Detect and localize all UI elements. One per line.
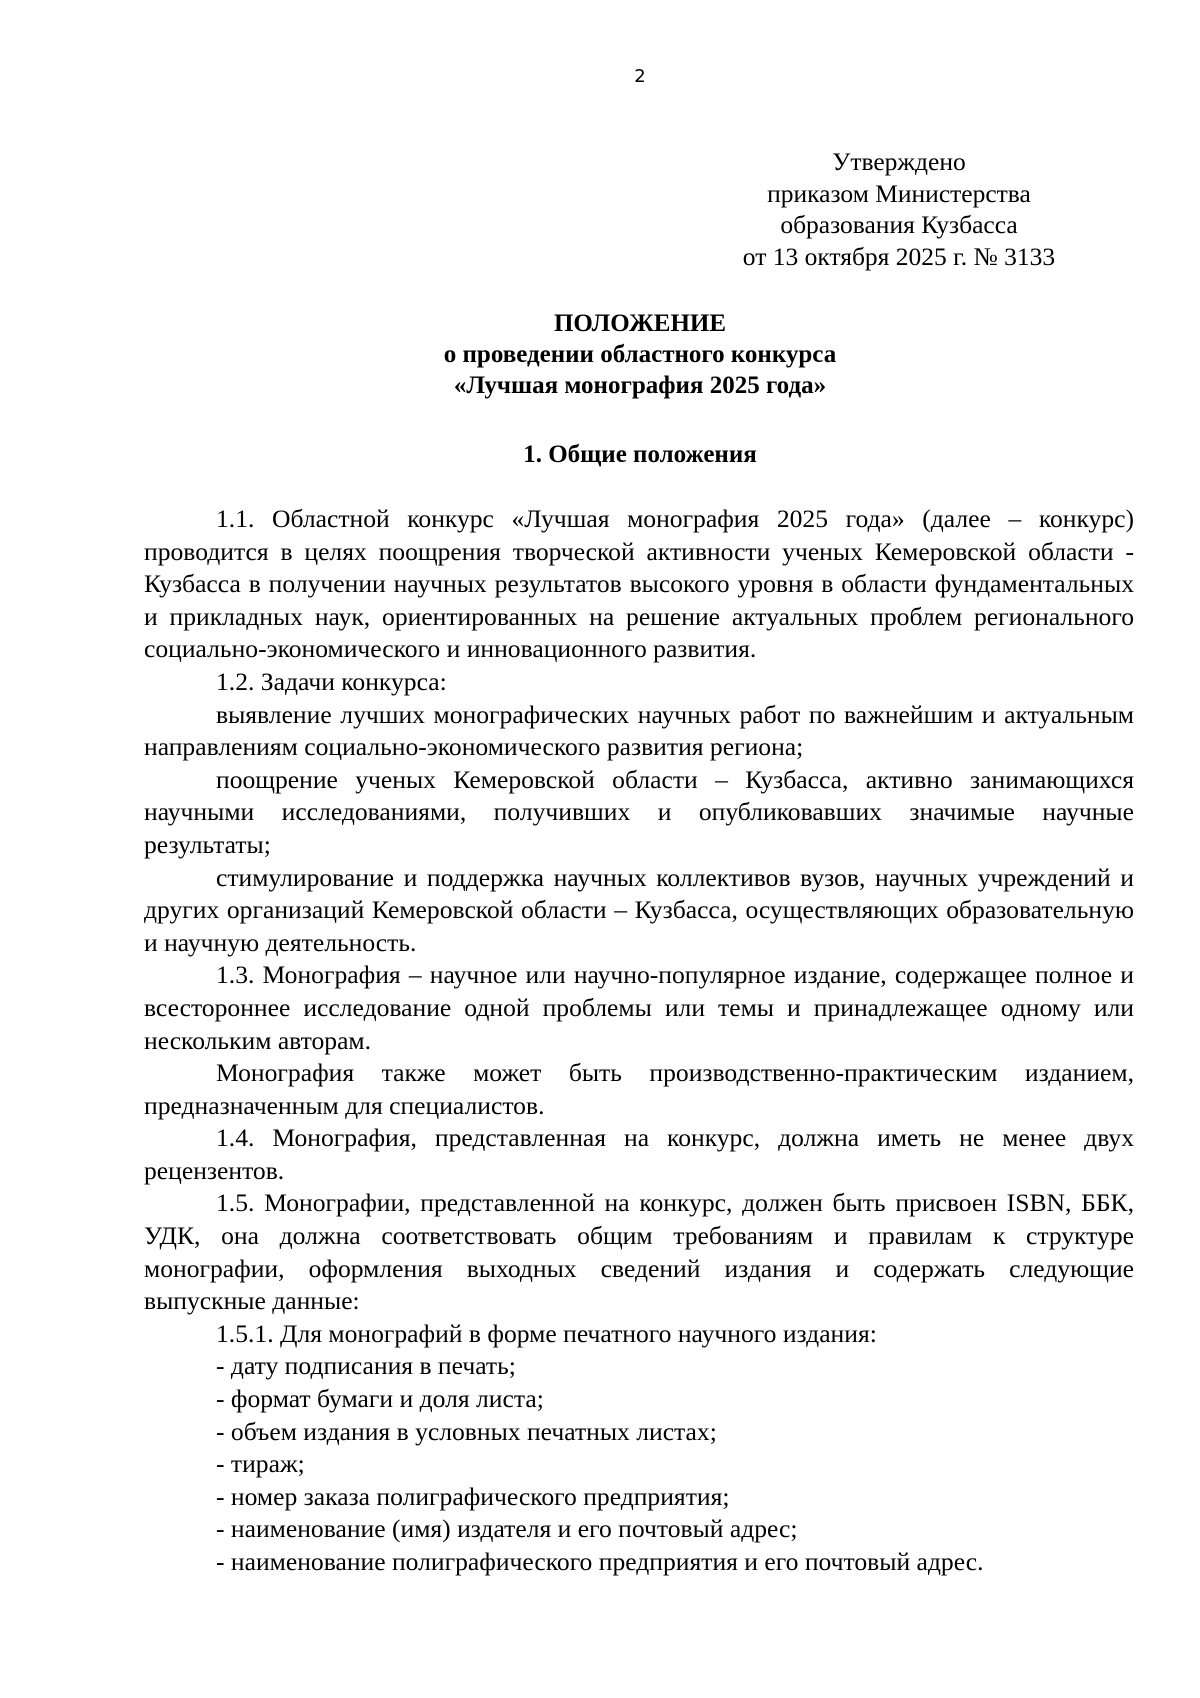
- paragraph: 1.3. Монография – научное или научно-популярное издание, содержащее полное и всестороннее исследование одной проблемы или темы и принадлежащее одному или нескольким авторам.: [144, 960, 1134, 1055]
- paragraph: стимулирование и поддержка научных коллективов вузов, научных учреждений и других организаций Кемеровской области – Кузбасса, осуществляющих образовательную и научную деятельность.: [144, 862, 1134, 957]
- paragraph: 1.2. Задачи конкурса:: [216, 666, 447, 696]
- paragraph: поощрение ученых Кемеровской области – Кузбасса, активно занимающихся научными исследованиями, получивших и опубликовавших значимые научные результаты;: [144, 764, 1134, 859]
- approval-stamp: [734, 146, 1064, 272]
- approval-line: Утверждено: [832, 147, 966, 176]
- list-item: - тираж;: [216, 1449, 305, 1479]
- document-title: [0, 308, 1200, 401]
- list-item: - номер заказа полиграфического предприятия;: [216, 1481, 730, 1511]
- list-item: - наименование (имя) издателя и его почтовый адрес;: [216, 1514, 798, 1544]
- title-line: о проведении областного конкурса: [443, 341, 837, 368]
- paragraph: 1.5.1. Для монографий в форме печатного научного издания:: [216, 1318, 877, 1348]
- list-item: - объем издания в условных печатных листах;: [216, 1416, 717, 1446]
- document-body: [144, 503, 1134, 1579]
- paragraph: 1.5. Монографии, представленной на конкурс, должен быть присвоен ISBN, ББК, УДК, она должна соответствовать общим требованиям и правилам к структуре монографии, оформления выходных сведений издания и содержать следующие выпускные данные:: [144, 1188, 1134, 1316]
- section-heading: 1. Общие положения: [523, 441, 757, 468]
- page-number: 2: [634, 66, 646, 87]
- paragraph: Монография также может быть производственно-практическим изданием, предназначенным для специалистов.: [144, 1058, 1134, 1120]
- paragraph: выявление лучших монографических научных работ по важнейшим и актуальным направлениям социально-экономического развития региона;: [144, 699, 1134, 762]
- paragraph: 1.1. Областной конкурс «Лучшая монография 2025 года» (далее – конкурс) проводится в целях поощрения творческой активности ученых Кемеровской области - Кузбасса в получении научных результатов высокого уровня в области фундаментальных и прикладных наук, ориентированных на решение актуальных проблем регионального социально-экономического и инновационного развития.: [144, 504, 1134, 664]
- paragraph: 1.4. Монография, представленная на конкурс, должна иметь не менее двух рецензентов.: [144, 1123, 1134, 1185]
- list-item: - дату подписания в печать;: [216, 1351, 516, 1381]
- list-item: - наименование полиграфического предприятия и его почтовый адрес.: [216, 1547, 984, 1576]
- approval-line: образования Кузбасса: [780, 210, 1018, 239]
- approval-line: приказом Министерства: [767, 178, 1031, 208]
- title-line: «Лучшая монография 2025 года»: [453, 372, 827, 399]
- list-item: - формат бумаги и доля листа;: [216, 1384, 544, 1414]
- approval-line: от 13 октября 2025 г. № 3133: [742, 241, 1056, 271]
- title-line: ПОЛОЖЕНИЕ: [553, 310, 727, 337]
